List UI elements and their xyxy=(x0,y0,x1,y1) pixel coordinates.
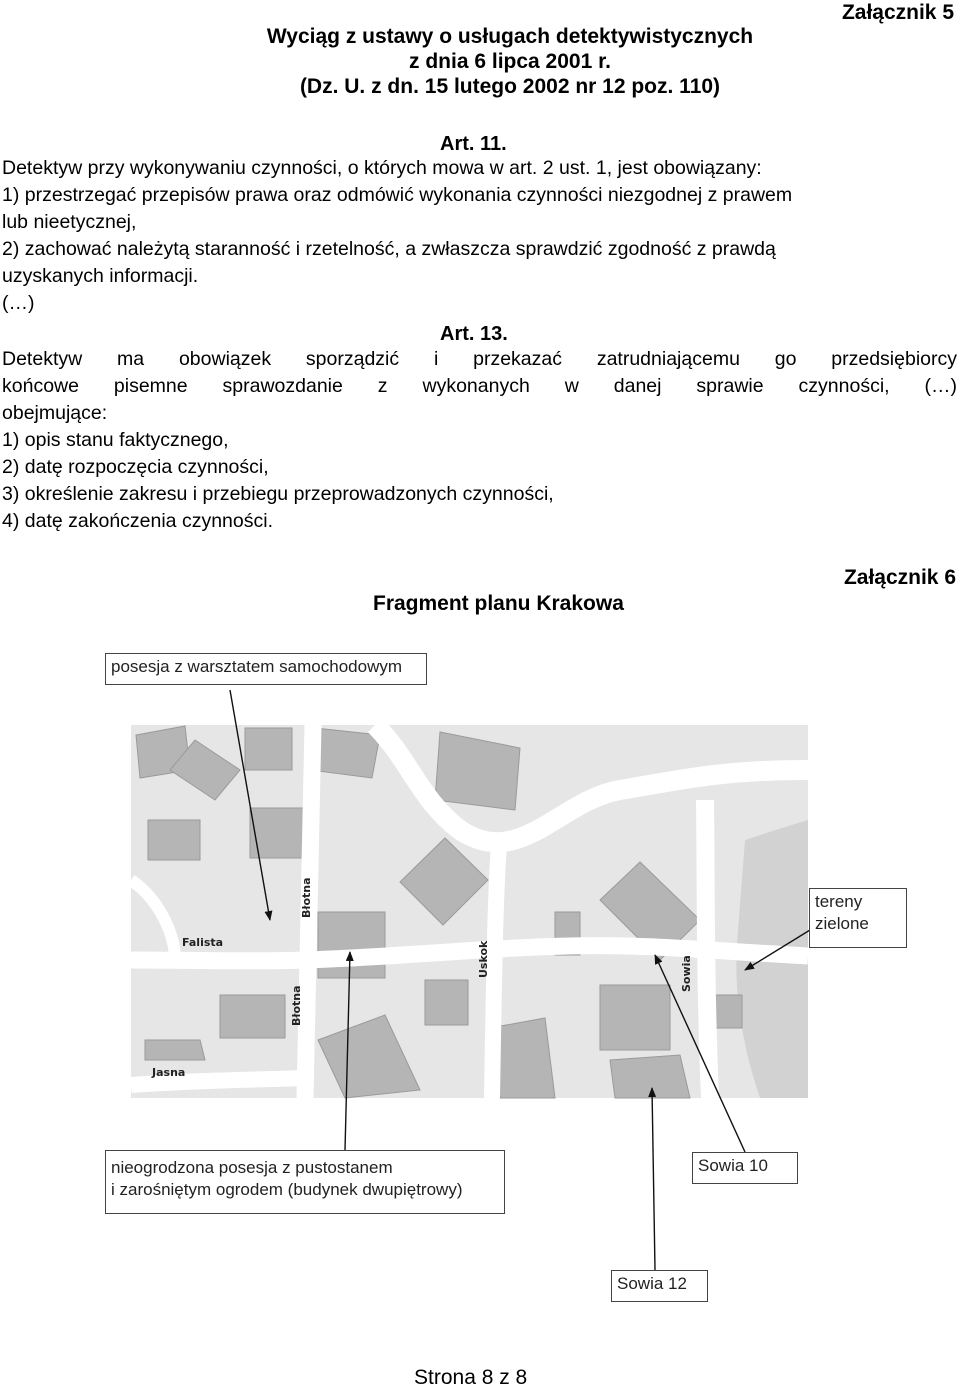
street-label-jasna: Jasna xyxy=(152,1066,186,1079)
label-green-line: tereny xyxy=(815,892,863,911)
building xyxy=(148,820,200,860)
building xyxy=(145,1040,205,1060)
building xyxy=(610,1055,690,1098)
header-line-3: (Dz. U. z dn. 15 lutego 2002 nr 12 poz. 110) xyxy=(299,75,721,98)
art-11-line: Detektyw przy wykonywaniu czynności, o których mowa w art. 2 ust. 1, jest obowiązany: xyxy=(2,157,762,179)
building xyxy=(318,912,385,978)
art-11-line: 2) zachować należytą staranność i rzetelność, a zwłaszcza sprawdzić zgodność z prawdą xyxy=(2,238,776,260)
label-empty-lot xyxy=(105,1150,505,1214)
road-sowia xyxy=(705,800,710,1098)
art-13-line: 3) określenie zakresu i przebiegu przeprowadzonych czynności, xyxy=(2,483,554,505)
header-line-1: Wyciąg z ustawy o usługach detektywistycznych xyxy=(266,25,754,48)
street-label-blotna-lower: Błotna xyxy=(290,985,303,1026)
building xyxy=(600,985,670,1050)
street-label-uskok: Uskok xyxy=(477,940,490,978)
building xyxy=(245,728,292,770)
art-13-line: 2) datę rozpoczęcia czynności, xyxy=(2,456,269,478)
street-label-blotna-upper: Błotna xyxy=(300,877,313,918)
label-green-area xyxy=(809,888,907,948)
header-line-2: z dnia 6 lipca 2001 r. xyxy=(409,50,611,73)
art-11-line: (…) xyxy=(2,292,35,314)
label-sowia-12-text: Sowia 12 xyxy=(617,1274,687,1293)
label-empty-lot-line: i zarośniętym ogrodem (budynek dwupiętrowy) xyxy=(111,1180,463,1199)
building xyxy=(220,995,285,1038)
road-jasna xyxy=(131,1078,305,1085)
building xyxy=(425,980,468,1025)
art-13-line: Detektyw ma obowiązek sporządzić i przekazać zatrudniającemu go przedsiębiorcy xyxy=(2,348,957,370)
label-empty-lot-line: nieogrodzona posesja z pustostanem xyxy=(111,1158,393,1177)
map-title: Fragment planu Krakowa xyxy=(373,592,624,615)
street-label-sowia: Sowia xyxy=(680,955,693,992)
annex-5-label: Załącznik 5 xyxy=(841,1,954,24)
art-13-line: 1) opis stanu faktycznego, xyxy=(2,429,229,451)
map-area xyxy=(131,725,808,1098)
label-workshop xyxy=(105,653,427,685)
art-11-line: uzyskanych informacji. xyxy=(2,265,199,287)
road-uskok xyxy=(492,845,499,1098)
label-green-line: zielone xyxy=(815,914,869,933)
page-footer: Strona 8 z 8 xyxy=(414,1366,528,1389)
art-13-title: Art. 13. xyxy=(440,323,508,345)
art-11-line: lub nieetycznej, xyxy=(2,211,137,233)
label-sowia-10-text: Sowia 10 xyxy=(698,1156,768,1175)
art-11-line: 1) przestrzegać przepisów prawa oraz odmówić wykonania czynności niezgodnej z prawem xyxy=(2,184,793,206)
label-sowia-12 xyxy=(611,1270,708,1302)
street-label-falista: Falista xyxy=(182,936,224,949)
art-13-line: 4) datę zakończenia czynności. xyxy=(2,510,273,532)
art-11-title: Art. 11. xyxy=(440,133,507,155)
arrow-sowia-12 xyxy=(652,1088,655,1270)
label-sowia-10 xyxy=(692,1152,798,1184)
art-13-line: końcowe pisemne sprawozdanie z wykonanych w danej sprawie czynności, (…) xyxy=(2,375,957,397)
annex-6-label: Załącznik 6 xyxy=(843,566,956,589)
label-workshop-text: posesja z warsztatem samochodowym xyxy=(111,657,403,676)
art-13-line: obejmujące: xyxy=(2,402,108,424)
